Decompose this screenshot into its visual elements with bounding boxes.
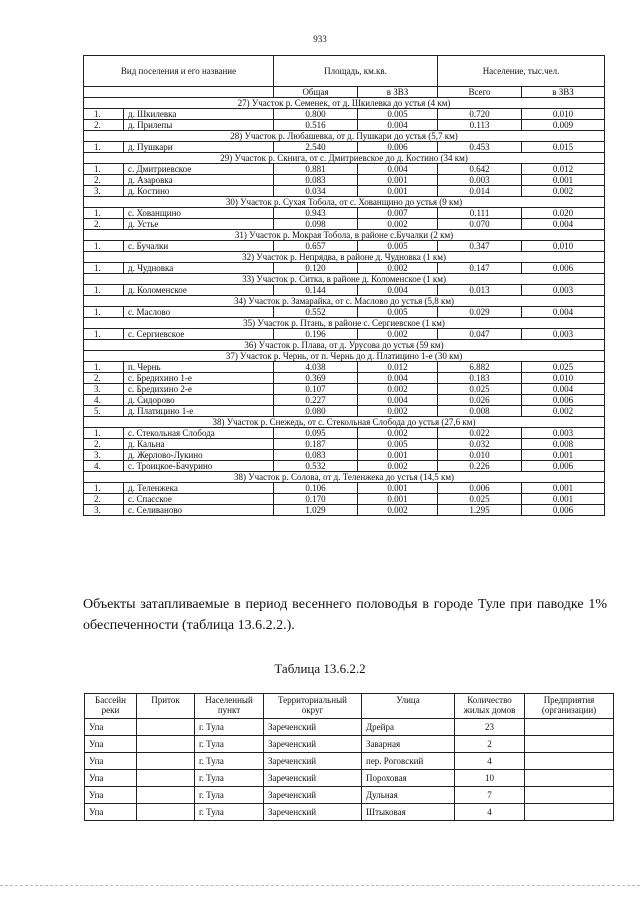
settlement-name: с. Дмитриевское bbox=[124, 164, 274, 175]
settlement-name: д. Коломенское bbox=[124, 285, 274, 296]
settlement-name: д. Костино bbox=[124, 186, 274, 197]
area-zvz: 0.002 bbox=[358, 384, 438, 395]
table-row bbox=[84, 428, 605, 439]
population-zvz: 0.004 bbox=[522, 219, 605, 230]
houses-count-cell: 7 bbox=[455, 787, 525, 804]
basin-cell: Упа bbox=[85, 719, 137, 736]
locality-cell: г. Тула bbox=[195, 804, 264, 821]
section-title: 28) Участок р. Любашевка, от д. Пушкари до устья (5,7 км) bbox=[84, 131, 605, 142]
table-row bbox=[84, 120, 605, 131]
area-total: 0.532 bbox=[274, 461, 358, 472]
row-number: 3. bbox=[84, 186, 124, 197]
settlements-flood-zone-table bbox=[83, 55, 605, 516]
table-row bbox=[84, 164, 605, 175]
population-total: 0.720 bbox=[438, 109, 522, 120]
enterprises-cell bbox=[525, 719, 614, 736]
area-zvz: 0.005 bbox=[358, 439, 438, 450]
settlement-name: д. Пушкари bbox=[124, 142, 274, 153]
area-zvz: 0.007 bbox=[358, 208, 438, 219]
area-zvz: 0.005 bbox=[358, 241, 438, 252]
row-number: 1. bbox=[84, 362, 124, 373]
header-street: Улица bbox=[362, 694, 455, 719]
settlement-name: д. Теленжека bbox=[124, 483, 274, 494]
tributary-cell bbox=[137, 770, 195, 787]
section-row bbox=[84, 318, 605, 329]
area-total: 0.800 bbox=[274, 109, 358, 120]
table-row bbox=[84, 263, 605, 274]
row-number: 4. bbox=[84, 395, 124, 406]
row-number: 4. bbox=[84, 461, 124, 472]
row-number: 2. bbox=[84, 175, 124, 186]
row-number: 1. bbox=[84, 164, 124, 175]
basin-cell: Упа bbox=[85, 787, 137, 804]
population-zvz: 0.008 bbox=[522, 439, 605, 450]
tributary-cell bbox=[137, 787, 195, 804]
area-total: 0.881 bbox=[274, 164, 358, 175]
area-zvz: 0.002 bbox=[358, 428, 438, 439]
population-zvz: 0.020 bbox=[522, 208, 605, 219]
area-zvz: 0.004 bbox=[358, 373, 438, 384]
settlement-name: с. Маслово bbox=[124, 307, 274, 318]
settlement-name: д. Прилепы bbox=[124, 120, 274, 131]
basin-cell: Упа bbox=[85, 804, 137, 821]
area-zvz: 0.002 bbox=[358, 329, 438, 340]
houses-count-cell: 4 bbox=[455, 753, 525, 770]
population-total: 0.070 bbox=[438, 219, 522, 230]
population-zvz: 0.001 bbox=[522, 175, 605, 186]
settlement-name: с. Бредихино 2-е bbox=[124, 384, 274, 395]
row-number: 1. bbox=[84, 483, 124, 494]
enterprises-cell bbox=[525, 804, 614, 821]
population-total: 6.882 bbox=[438, 362, 522, 373]
area-zvz: 0.004 bbox=[358, 285, 438, 296]
street-cell: Дульная bbox=[362, 787, 455, 804]
street-cell: Дрейра bbox=[362, 719, 455, 736]
population-zvz: 0.012 bbox=[522, 164, 605, 175]
area-zvz: 0.002 bbox=[358, 505, 438, 516]
flooded-objects-table bbox=[84, 693, 614, 821]
header-pop-zvz: в ЗВЗ bbox=[522, 87, 605, 98]
table-row bbox=[84, 307, 605, 318]
section-row bbox=[84, 417, 605, 428]
population-total: 0.347 bbox=[438, 241, 522, 252]
area-total: 0.170 bbox=[274, 494, 358, 505]
area-zvz: 0.005 bbox=[358, 307, 438, 318]
population-total: 0.111 bbox=[438, 208, 522, 219]
area-total: 0.120 bbox=[274, 263, 358, 274]
section-title: 38) Участок р. Солова, от д. Теленжека до устья (14,5 км) bbox=[84, 472, 605, 483]
area-total: 0.369 bbox=[274, 373, 358, 384]
area-zvz: 0.005 bbox=[358, 109, 438, 120]
section-title: 36) Участок р. Плава, от д. Урусова до устья (59 км) bbox=[84, 340, 605, 351]
population-total: 0.006 bbox=[438, 483, 522, 494]
table-row bbox=[84, 461, 605, 472]
table-row bbox=[84, 483, 605, 494]
area-total: 0.196 bbox=[274, 329, 358, 340]
street-cell: Заварная bbox=[362, 736, 455, 753]
houses-count-cell: 2 bbox=[455, 736, 525, 753]
district-cell: Зареченский bbox=[264, 787, 362, 804]
settlement-name: д. Азаровка bbox=[124, 175, 274, 186]
population-zvz: 0.003 bbox=[522, 285, 605, 296]
area-zvz: 0.001 bbox=[358, 483, 438, 494]
section-row bbox=[84, 296, 605, 307]
section-title: 29) Участок р. Скнига, от с. Дмитриевское до д. Костино (34 км) bbox=[84, 153, 605, 164]
population-zvz: 0.010 bbox=[522, 109, 605, 120]
area-total: 0.187 bbox=[274, 439, 358, 450]
area-zvz: 0.001 bbox=[358, 186, 438, 197]
row-number: 1. bbox=[84, 285, 124, 296]
section-row bbox=[84, 274, 605, 285]
settlement-name: с. Бредихино 1-е bbox=[124, 373, 274, 384]
population-total: 0.147 bbox=[438, 263, 522, 274]
section-row bbox=[84, 131, 605, 142]
row-number: 2. bbox=[84, 373, 124, 384]
population-total: 0.453 bbox=[438, 142, 522, 153]
tributary-cell bbox=[137, 753, 195, 770]
row-number: 2. bbox=[84, 439, 124, 450]
houses-count-cell: 10 bbox=[455, 770, 525, 787]
row-number: 1. bbox=[84, 142, 124, 153]
section-title: 34) Участок р. Замарайка, от с. Маслово до устья (5,8 км) bbox=[84, 296, 605, 307]
area-zvz: 0.002 bbox=[358, 219, 438, 230]
header-district: Территориальный округ bbox=[264, 694, 362, 719]
table-row bbox=[84, 285, 605, 296]
row-number: 3. bbox=[84, 384, 124, 395]
table-row bbox=[84, 109, 605, 120]
locality-cell: г. Тула bbox=[195, 736, 264, 753]
basin-cell: Упа bbox=[85, 753, 137, 770]
row-number: 3. bbox=[84, 450, 124, 461]
population-zvz: 0.001 bbox=[522, 494, 605, 505]
header-population: Население, тыс.чел. bbox=[438, 56, 605, 87]
locality-cell: г. Тула bbox=[195, 753, 264, 770]
header-area-total: Общая bbox=[274, 87, 358, 98]
population-total: 0.025 bbox=[438, 494, 522, 505]
row-number: 1. bbox=[84, 428, 124, 439]
section-row bbox=[84, 472, 605, 483]
table-row bbox=[84, 384, 605, 395]
section-title: 38) Участок р. Снежедь, от с. Стекольная Слобода до устья (27,6 км) bbox=[84, 417, 605, 428]
area-total: 0.080 bbox=[274, 406, 358, 417]
locality-cell: г. Тула bbox=[195, 719, 264, 736]
district-cell: Зареченский bbox=[264, 736, 362, 753]
tributary-cell bbox=[137, 736, 195, 753]
header-pop-total: Всего bbox=[438, 87, 522, 98]
table-row bbox=[84, 142, 605, 153]
section-row bbox=[84, 340, 605, 351]
settlement-name: д. Платицино 1-е bbox=[124, 406, 274, 417]
population-zvz: 0.006 bbox=[522, 263, 605, 274]
area-total: 0.083 bbox=[274, 450, 358, 461]
population-total: 0.013 bbox=[438, 285, 522, 296]
area-zvz: 0.002 bbox=[358, 406, 438, 417]
tributary-cell bbox=[137, 804, 195, 821]
population-total: 0.032 bbox=[438, 439, 522, 450]
population-zvz: 0.010 bbox=[522, 241, 605, 252]
row-number: 1. bbox=[84, 109, 124, 120]
table-row bbox=[85, 753, 614, 770]
street-cell: Пороховая bbox=[362, 770, 455, 787]
settlement-name: д. Устье bbox=[124, 219, 274, 230]
settlement-name: д. Шкилевка bbox=[124, 109, 274, 120]
area-total: 0.943 bbox=[274, 208, 358, 219]
population-total: 0.022 bbox=[438, 428, 522, 439]
row-number: 1. bbox=[84, 263, 124, 274]
street-cell: Штыковая bbox=[362, 804, 455, 821]
section-row bbox=[84, 153, 605, 164]
population-total: 0.026 bbox=[438, 395, 522, 406]
population-total: 0.047 bbox=[438, 329, 522, 340]
population-total: 0.014 bbox=[438, 186, 522, 197]
settlement-name: с. Бучалки bbox=[124, 241, 274, 252]
population-zvz: 0.004 bbox=[522, 384, 605, 395]
population-zvz: 0.003 bbox=[522, 428, 605, 439]
houses-count-cell: 4 bbox=[455, 804, 525, 821]
population-total: 0.029 bbox=[438, 307, 522, 318]
section-row bbox=[84, 230, 605, 241]
settlement-name: с. Троицкое-Бачурино bbox=[124, 461, 274, 472]
table-row bbox=[84, 329, 605, 340]
area-total: 0.034 bbox=[274, 186, 358, 197]
settlement-name: д. Чудновка bbox=[124, 263, 274, 274]
population-total: 0.010 bbox=[438, 450, 522, 461]
table-row bbox=[84, 362, 605, 373]
district-cell: Зареченский bbox=[264, 804, 362, 821]
section-row bbox=[84, 98, 605, 109]
table-row bbox=[84, 186, 605, 197]
area-zvz: 0.006 bbox=[358, 142, 438, 153]
area-zvz: 0.001 bbox=[358, 175, 438, 186]
area-zvz: 0.002 bbox=[358, 263, 438, 274]
population-zvz: 0.001 bbox=[522, 450, 605, 461]
district-cell: Зареченский bbox=[264, 719, 362, 736]
section-title: 37) Участок р. Чернь, от п. Чернь до д. Платицино 1-е (30 км) bbox=[84, 351, 605, 362]
table-row bbox=[84, 395, 605, 406]
area-total: 0.106 bbox=[274, 483, 358, 494]
row-number: 1. bbox=[84, 241, 124, 252]
area-total: 4.038 bbox=[274, 362, 358, 373]
header-blank bbox=[84, 87, 274, 98]
area-total: 2.540 bbox=[274, 142, 358, 153]
population-zvz: 0.002 bbox=[522, 406, 605, 417]
row-number: 5. bbox=[84, 406, 124, 417]
table-row bbox=[84, 505, 605, 516]
area-total: 0.227 bbox=[274, 395, 358, 406]
enterprises-cell bbox=[525, 753, 614, 770]
enterprises-cell bbox=[525, 736, 614, 753]
table2-header-row bbox=[85, 694, 614, 719]
settlement-name: с. Селиваново bbox=[124, 505, 274, 516]
section-row bbox=[84, 252, 605, 263]
population-zvz: 0.004 bbox=[522, 307, 605, 318]
area-total: 0.552 bbox=[274, 307, 358, 318]
area-total: 1.029 bbox=[274, 505, 358, 516]
table-caption: Таблица 13.6.2.2 bbox=[274, 661, 366, 676]
settlement-name: д. Сидорово bbox=[124, 395, 274, 406]
population-zvz: 0.001 bbox=[522, 483, 605, 494]
area-total: 0.144 bbox=[274, 285, 358, 296]
area-zvz: 0.004 bbox=[358, 395, 438, 406]
settlement-name: п. Чернь bbox=[124, 362, 274, 373]
basin-cell: Упа bbox=[85, 736, 137, 753]
section-row bbox=[84, 351, 605, 362]
body-paragraph: Объекты затапливаемые в период весеннего половодья в городе Туле при паводке 1% обеспеченности (таблица 13.6.2.2.). bbox=[83, 597, 607, 633]
header-basin: Бассейн реки bbox=[85, 694, 137, 719]
settlement-name: д. Жерлово-Лукино bbox=[124, 450, 274, 461]
row-number: 3. bbox=[84, 505, 124, 516]
table-row bbox=[84, 494, 605, 505]
header-settlement-name: Вид поселения и его название bbox=[84, 56, 274, 87]
population-zvz: 0.006 bbox=[522, 505, 605, 516]
table-row bbox=[84, 219, 605, 230]
table-row bbox=[85, 787, 614, 804]
row-number: 1. bbox=[84, 329, 124, 340]
settlement-name: с. Хованщино bbox=[124, 208, 274, 219]
population-zvz: 0.010 bbox=[522, 373, 605, 384]
area-total: 0.098 bbox=[274, 219, 358, 230]
table-row bbox=[84, 208, 605, 219]
scan-edge-divider bbox=[0, 885, 640, 887]
population-zvz: 0.006 bbox=[522, 395, 605, 406]
population-total: 0.183 bbox=[438, 373, 522, 384]
header-area: Площадь, км.кв. bbox=[274, 56, 438, 87]
population-zvz: 0.009 bbox=[522, 120, 605, 131]
area-total: 0.083 bbox=[274, 175, 358, 186]
table-row bbox=[84, 373, 605, 384]
street-cell: пер. Роговский bbox=[362, 753, 455, 770]
area-zvz: 0.004 bbox=[358, 120, 438, 131]
section-title: 30) Участок р. Сухая Тобола, от с. Хованщино до устья (9 км) bbox=[84, 197, 605, 208]
table-row bbox=[85, 719, 614, 736]
row-number: 2. bbox=[84, 494, 124, 505]
page-number: 933 bbox=[313, 34, 327, 44]
area-zvz: 0.004 bbox=[358, 164, 438, 175]
row-number: 1. bbox=[84, 307, 124, 318]
header-tributary: Приток bbox=[137, 694, 195, 719]
area-total: 0.107 bbox=[274, 384, 358, 395]
enterprises-cell bbox=[525, 787, 614, 804]
area-zvz: 0.012 bbox=[358, 362, 438, 373]
tributary-cell bbox=[137, 719, 195, 736]
table-row bbox=[85, 804, 614, 821]
row-number: 2. bbox=[84, 219, 124, 230]
table-row bbox=[85, 770, 614, 787]
population-zvz: 0.006 bbox=[522, 461, 605, 472]
row-number: 1. bbox=[84, 208, 124, 219]
settlement-name: с. Стекольная Слобода bbox=[124, 428, 274, 439]
population-total: 0.113 bbox=[438, 120, 522, 131]
area-total: 0.657 bbox=[274, 241, 358, 252]
table-row bbox=[84, 450, 605, 461]
section-title: 35) Участок р. Птань, в районе с. Сергиевское (1 км) bbox=[84, 318, 605, 329]
settlement-name: с. Сергиевское bbox=[124, 329, 274, 340]
header-locality: Населенный пункт bbox=[195, 694, 264, 719]
population-total: 0.003 bbox=[438, 175, 522, 186]
locality-cell: г. Тула bbox=[195, 787, 264, 804]
area-zvz: 0.002 bbox=[358, 461, 438, 472]
section-title: 32) Участок р. Непрядва, в районе д. Чудновка (1 км) bbox=[84, 252, 605, 263]
population-total: 1.295 bbox=[438, 505, 522, 516]
header-houses: Количество жилых домов bbox=[455, 694, 525, 719]
locality-cell: г. Тула bbox=[195, 770, 264, 787]
area-zvz: 0.001 bbox=[358, 450, 438, 461]
population-total: 0.025 bbox=[438, 384, 522, 395]
population-zvz: 0.015 bbox=[522, 142, 605, 153]
section-title: 27) Участок р. Семенек, от д. Шкилевка до устья (4 км) bbox=[84, 98, 605, 109]
population-zvz: 0.003 bbox=[522, 329, 605, 340]
table-row bbox=[84, 439, 605, 450]
settlement-name: д. Кальна bbox=[124, 439, 274, 450]
district-cell: Зареченский bbox=[264, 753, 362, 770]
table-row bbox=[84, 406, 605, 417]
enterprises-cell bbox=[525, 770, 614, 787]
population-total: 0.008 bbox=[438, 406, 522, 417]
table-row bbox=[84, 241, 605, 252]
area-zvz: 0.001 bbox=[358, 494, 438, 505]
population-zvz: 0.025 bbox=[522, 362, 605, 373]
population-zvz: 0.002 bbox=[522, 186, 605, 197]
basin-cell: Упа bbox=[85, 770, 137, 787]
houses-count-cell: 23 bbox=[455, 719, 525, 736]
section-title: 33) Участок р. Ситка, в районе д. Коломенское (1 км) bbox=[84, 274, 605, 285]
section-title: 31) Участок р. Мокрая Тобола, в районе с.Бучалки (2 км) bbox=[84, 230, 605, 241]
district-cell: Зареченский bbox=[264, 770, 362, 787]
population-total: 0.642 bbox=[438, 164, 522, 175]
table-row bbox=[84, 175, 605, 186]
population-total: 0.226 bbox=[438, 461, 522, 472]
row-number: 2. bbox=[84, 120, 124, 131]
section-row bbox=[84, 197, 605, 208]
header-enterprises: Предприятия (организации) bbox=[525, 694, 614, 719]
area-total: 0.095 bbox=[274, 428, 358, 439]
settlement-name: с. Спасское bbox=[124, 494, 274, 505]
header-area-zvz: в ЗВЗ bbox=[358, 87, 438, 98]
area-total: 0.516 bbox=[274, 120, 358, 131]
table-row bbox=[85, 736, 614, 753]
